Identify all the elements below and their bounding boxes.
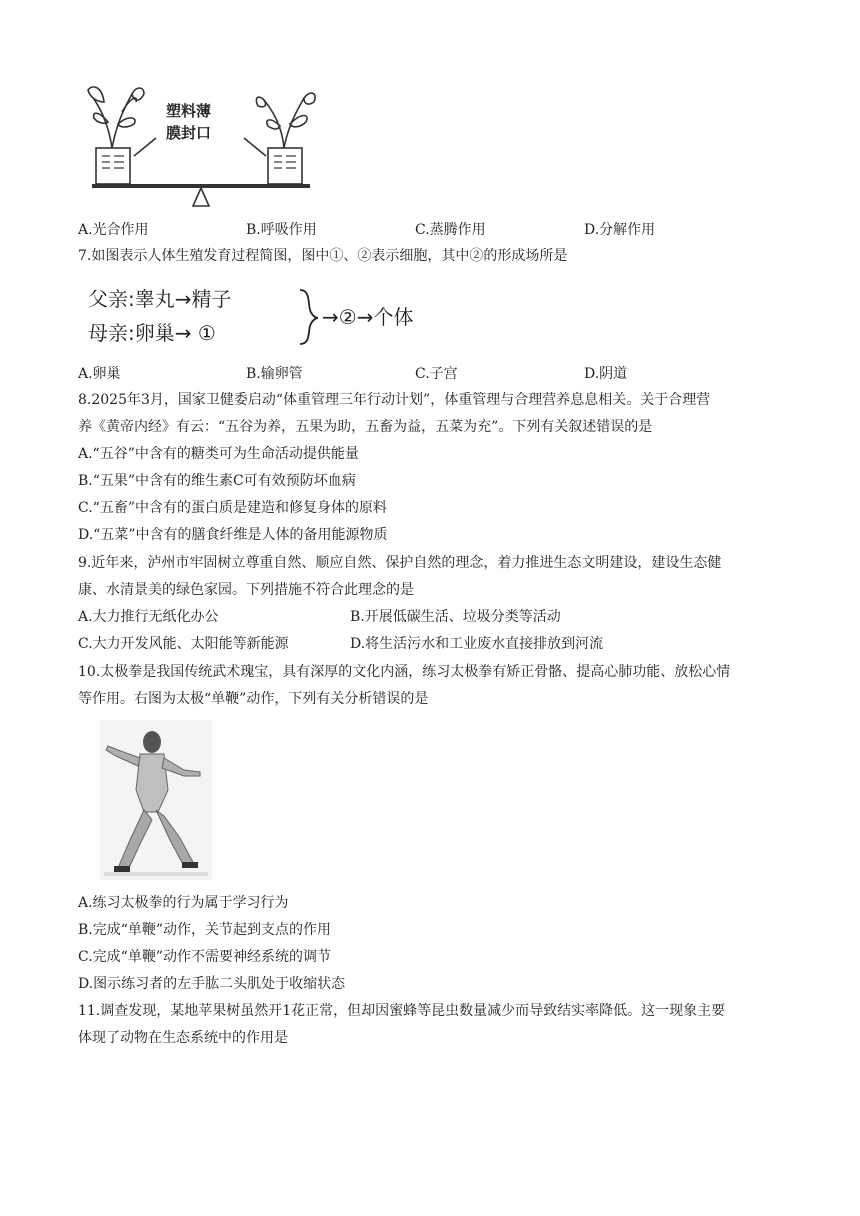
- q6-option-d: D.分解作用: [584, 222, 656, 238]
- q9-option-b: B.开展低碳生活、垃圾分类等活动: [350, 609, 561, 625]
- q6-option-b: B.呼吸作用: [246, 222, 317, 238]
- q6-option-a: A.光合作用: [78, 222, 149, 238]
- q7-option-d: D.阴道: [584, 366, 628, 382]
- q7-stem: 7.如图表示人体生殖发育过程简图，图中①、②表示细胞，其中②的形成场所是: [78, 248, 568, 264]
- q7-option-a: A.卵巢: [78, 366, 121, 382]
- q10-option-c: C.完成“单鞭”动作不需要神经系统的调节: [78, 949, 331, 965]
- diagram-father: 父亲:睾丸→精子: [88, 287, 232, 311]
- q10-option-d: D.图示练习者的左手肱二头肌处于收缩状态: [78, 976, 346, 992]
- q8-stem-line2: 养《黄帝内经》有云：“五谷为养，五果为助，五畜为益，五菜为充”。下列有关叙述错误的是: [78, 419, 653, 435]
- brace: [300, 290, 318, 344]
- q9-option-a: A.大力推行无纸化办公: [78, 609, 219, 625]
- tai-chi-photo: [100, 720, 212, 880]
- q9-stem-line1: 9.近年来，泸州市牢固树立尊重自然、顺应自然、保护自然的理念，着力推进生态文明建设，建设生态健: [78, 555, 722, 571]
- q8-option-d: D.“五菜”中含有的膳食纤维是人体的备用能源物质: [78, 527, 388, 543]
- balance-plant-figure: [78, 72, 338, 212]
- q11-stem-line2: 体现了动物在生态系统中的作用是: [78, 1030, 288, 1046]
- q9-option-d: D.将生活污水和工业废水直接排放到河流: [350, 636, 604, 652]
- figure-label-line1: 塑料薄: [166, 102, 212, 120]
- q8-option-c: C.“五畜”中含有的蛋白质是建造和修复身体的原料: [78, 500, 387, 516]
- q10-option-a: A.练习太极拳的行为属于学习行为: [78, 895, 289, 911]
- q8-option-b: B.“五果”中含有的维生素C可有效预防坏血病: [78, 473, 356, 489]
- figure-label-line2: 膜封口: [166, 124, 212, 142]
- q7-option-c: C.子宫: [415, 366, 458, 382]
- diagram-result: →②→个体: [322, 305, 414, 329]
- diagram-mother: 母亲:卵巢→ ①: [88, 321, 216, 345]
- q9-option-c: C.大力开发风能、太阳能等新能源: [78, 636, 289, 652]
- q8-stem-line1: 8.2025年3月，国家卫健委启动“体重管理三年行动计划”，体重管理与合理营养息息相关。关于合理营: [78, 392, 711, 408]
- q10-option-b: B.完成“单鞭”动作，关节起到支点的作用: [78, 922, 332, 938]
- q8-option-a: A.“五谷”中含有的糖类可为生命活动提供能量: [78, 446, 359, 462]
- reproduction-diagram: [78, 282, 418, 352]
- q11-stem-line1: 11.调查发现，某地苹果树虽然开1花正常，但却因蜜蜂等昆虫数量减少而导致结实率降低。这一现象主要: [78, 1003, 726, 1019]
- q10-stem-line2: 等作用。右图为太极“单鞭”动作，下列有关分析错误的是: [78, 691, 429, 707]
- q7-option-b: B.输卵管: [246, 366, 303, 382]
- q10-stem-line1: 10.太极拳是我国传统武术瑰宝，具有深厚的文化内涵，练习太极拳有矫正骨骼、提高心肺功能、放松心情: [78, 664, 731, 680]
- q6-option-c: C.蒸腾作用: [415, 222, 486, 238]
- q9-stem-line2: 康、水清景美的绿色家园。下列措施不符合此理念的是: [78, 582, 414, 598]
